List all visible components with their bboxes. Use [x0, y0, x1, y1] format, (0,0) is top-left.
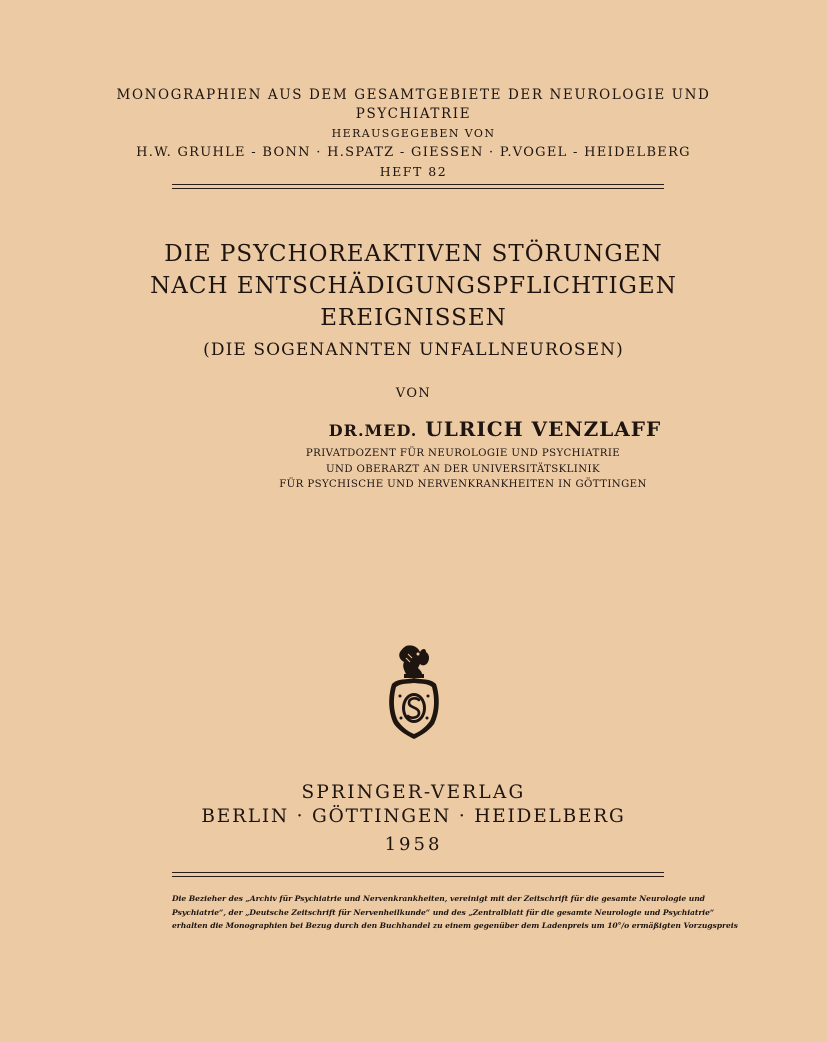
- series-editors: H.W. GRUHLE - BONN · H.SPATZ - GIESSEN · P.VOGEL - HEIDELBERG: [136, 145, 691, 160]
- publisher-cities: BERLIN · GÖTTINGEN · HEIDELBERG: [201, 806, 626, 827]
- publisher-name: SPRINGER-VERLAG: [301, 782, 526, 803]
- book-title: [0, 238, 827, 334]
- affiliation-line2: UND OBERARZT AN DER UNIVERSITÄTSKLINIK: [326, 463, 600, 475]
- author-fullname: ULRICH VENZLAFF: [425, 417, 662, 441]
- author-title: DR.MED.: [328, 421, 418, 440]
- publication-year: 1958: [384, 834, 443, 855]
- series-header: [0, 86, 827, 181]
- series-issue-number: HEFT 82: [379, 164, 448, 179]
- series-title-line1: MONOGRAPHIEN AUS DEM GESAMTGEBIETE DER NEUROLOGIE UND: [116, 87, 711, 103]
- top-divider: [172, 184, 664, 185]
- book-subtitle: (DIE SOGENANNTEN UNFALLNEUROSEN): [203, 340, 624, 360]
- subscriber-note-line1: Die Bezieher des „Archiv für Psychiatrie und Nervenkrankheiten, vereinigt mit der Zeitschrift für die gesamte Neurologie und: [172, 894, 705, 903]
- series-title-line2: PSYCHIATRIE: [355, 106, 472, 122]
- series-editor-intro: HERAUSGEGEBEN VON: [331, 127, 496, 140]
- book-title-line2: NACH ENTSCHÄDIGUNGSPFLICHTIGEN: [150, 273, 677, 299]
- springer-chess-knight-logo-icon: [382, 644, 446, 740]
- subscriber-note-line3: erhalten die Monographien bei Bezug durch den Buchhandel zu einem gegenüber dem Ladenpreis um 10°/o ermäßigten Vorzugspreis: [172, 921, 738, 930]
- affiliation-line3: FÜR PSYCHISCHE UND NERVENKRANKHEITEN IN GÖTTINGEN: [279, 479, 647, 490]
- affiliation-line1: PRIVATDOZENT FÜR NEUROLOGIE UND PSYCHIATRIE: [305, 448, 621, 459]
- subscriber-note: [172, 892, 738, 933]
- subscriber-note-line2: Psychiatrie“, der „Deutsche Zeitschrift für Nervenheilkunde“ und des „Zentralblatt für die gesamte Neurologie und Psychiatrie“: [172, 907, 715, 917]
- author-name: [200, 417, 790, 441]
- bottom-divider: [172, 872, 664, 873]
- by-line: VON: [395, 386, 432, 401]
- author-affiliation: [168, 446, 758, 493]
- book-title-line3: EREIGNISSEN: [320, 305, 507, 331]
- book-title-line1: DIE PSYCHOREAKTIVEN STÖRUNGEN: [164, 241, 663, 267]
